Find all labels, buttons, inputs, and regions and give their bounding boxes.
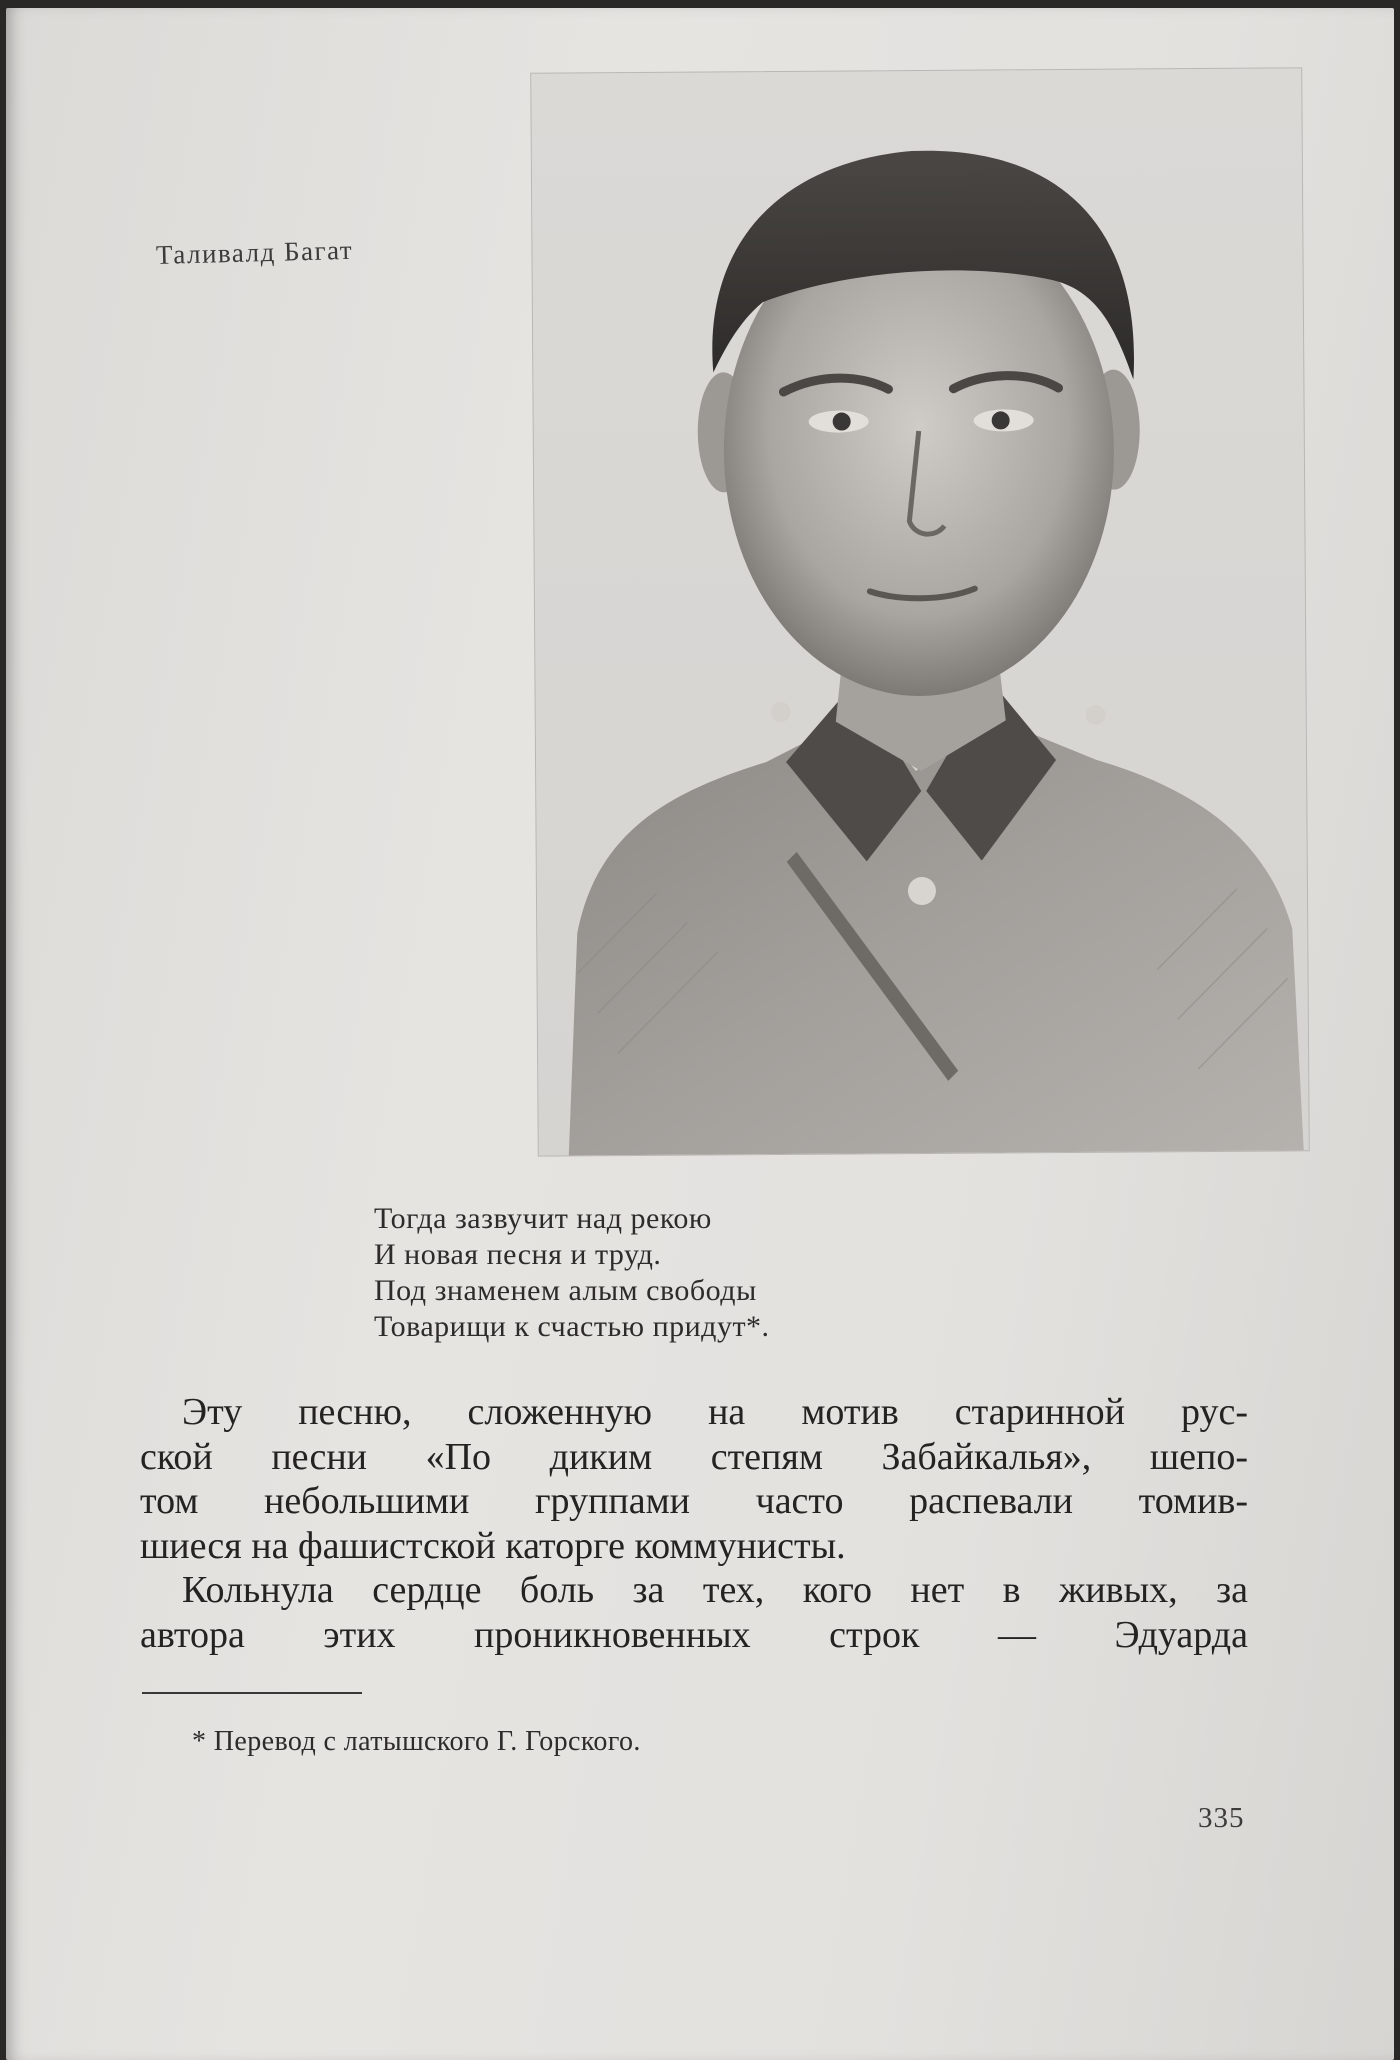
page-number: 335 bbox=[1198, 1802, 1245, 1834]
poem-line: Тогда зазвучит над рекою bbox=[374, 1202, 712, 1235]
portrait-drawing bbox=[531, 68, 1309, 1155]
body-line: автора этих проникновенных строк — Эдуарда bbox=[140, 1613, 1248, 1656]
body-line: ской песни «По диким степям Забайкалья», шепо- bbox=[140, 1435, 1248, 1478]
footnote-divider bbox=[142, 1692, 362, 1694]
footnote: * Перевод с латышского Г. Горского. bbox=[192, 1726, 641, 1757]
poem-line: Под знаменем алым свободы bbox=[374, 1274, 757, 1307]
body-line: том небольшими группами часто распевали томив- bbox=[140, 1480, 1248, 1522]
poem-line: И новая песня и труд. bbox=[374, 1238, 662, 1271]
poem-line: Товарищи к счастью придут*. bbox=[374, 1310, 770, 1343]
poem-stanza bbox=[374, 1201, 770, 1345]
portrait-caption: Таливалд Багат bbox=[155, 234, 354, 270]
book-page bbox=[6, 8, 1394, 2060]
body-line: Кольнула сердце боль за тех, кого нет в живых, за bbox=[182, 1569, 1248, 1611]
body-text bbox=[140, 1390, 1248, 1657]
body-line: шиеся на фашистской каторге коммунисты. bbox=[140, 1524, 846, 1567]
body-line: Эту песню, сложенную на мотив старинной рус- bbox=[182, 1391, 1248, 1433]
portrait-photo bbox=[530, 67, 1310, 1156]
